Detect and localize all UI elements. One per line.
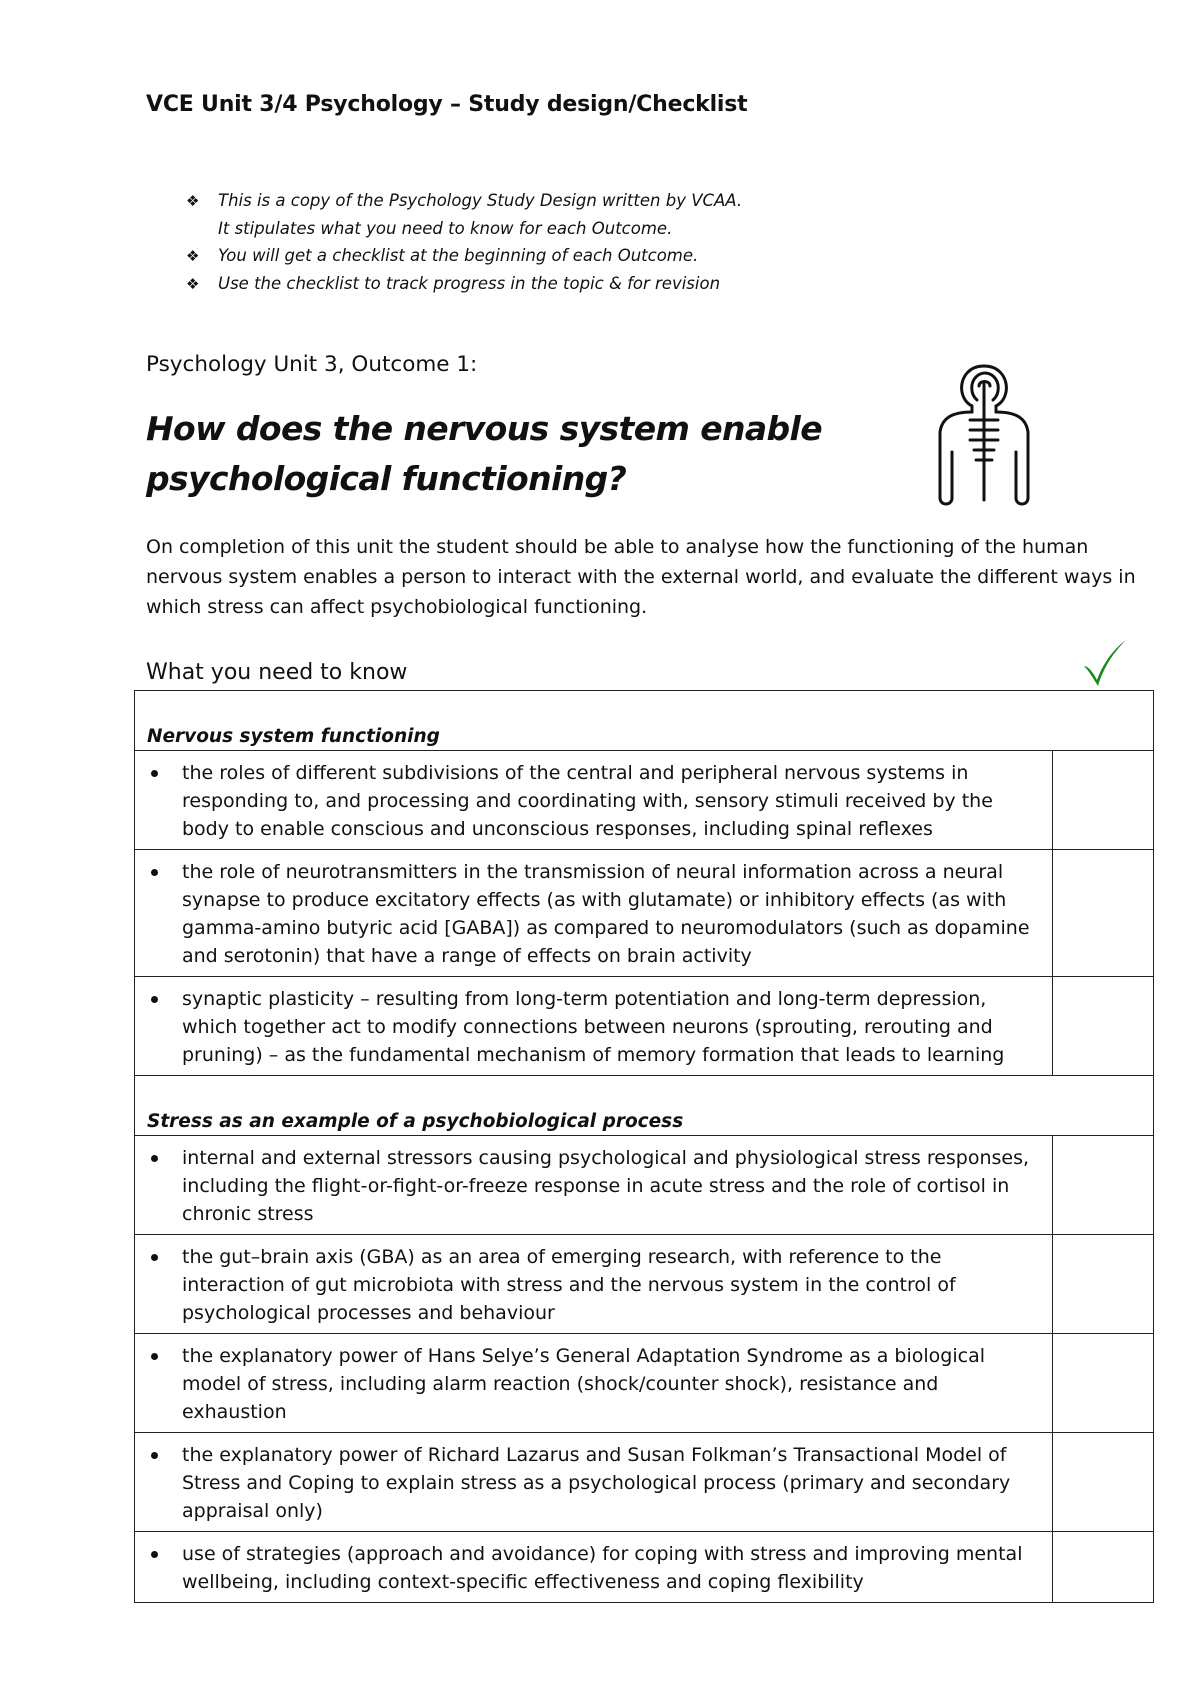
tick-box[interactable] bbox=[1053, 1235, 1154, 1334]
table-row bbox=[135, 977, 1154, 1076]
tick-box[interactable] bbox=[1053, 751, 1154, 850]
table-row bbox=[135, 751, 1154, 850]
bullet-icon bbox=[151, 1452, 158, 1459]
outcome-label: Psychology Unit 3, Outcome 1: bbox=[146, 352, 478, 377]
item-text: internal and external stressors causing psychological and physiological stress responses, including the flight-or-fight-or-freeze response in acute stress and the role of cortisol in chronic stress bbox=[182, 1147, 1030, 1225]
bullet-icon bbox=[151, 869, 158, 876]
checklist-table bbox=[134, 690, 1154, 1603]
diamond-bullet-icon: ❖ bbox=[186, 274, 200, 293]
note-item bbox=[186, 187, 886, 242]
note-item bbox=[186, 242, 886, 270]
checklist-item bbox=[135, 1136, 1053, 1235]
tick-box[interactable] bbox=[1053, 1136, 1154, 1235]
document-title: VCE Unit 3/4 Psychology – Study design/Checklist bbox=[146, 92, 748, 117]
section-title: Stress as an example of a psychobiological process bbox=[135, 1076, 1154, 1136]
checkmark-icon bbox=[1080, 636, 1130, 688]
section-title: Nervous system functioning bbox=[135, 691, 1154, 751]
tick-box[interactable] bbox=[1053, 850, 1154, 977]
checklist-item bbox=[135, 850, 1053, 977]
outcome-description: On completion of this unit the student should be able to analyse how the functioning of the human nervous system enables a person to interact with the external world, and evaluate the different ways in which stress can affect psychobiological functioning. bbox=[146, 536, 1136, 618]
item-text: use of strategies (approach and avoidance) for coping with stress and improving mental wellbeing, including context-specific effectiveness and coping flexibility bbox=[182, 1543, 1023, 1593]
bullet-icon bbox=[151, 1353, 158, 1360]
checklist-item bbox=[135, 1433, 1053, 1532]
tick-box[interactable] bbox=[1053, 1334, 1154, 1433]
human-nervous-system-icon bbox=[930, 360, 1040, 510]
checklist-item bbox=[135, 751, 1053, 850]
bullet-icon bbox=[151, 1254, 158, 1261]
note-line: You will get a checklist at the beginning of each Outcome. bbox=[218, 246, 699, 265]
tick-box[interactable] bbox=[1053, 977, 1154, 1076]
note-item bbox=[186, 270, 886, 298]
notes-list bbox=[186, 187, 886, 297]
checklist-item bbox=[135, 1235, 1053, 1334]
checklist-item bbox=[135, 1334, 1053, 1433]
checklist-heading: What you need to know bbox=[146, 660, 408, 685]
note-line: Use the checklist to track progress in the topic & for revision bbox=[218, 273, 721, 293]
diamond-bullet-icon: ❖ bbox=[186, 192, 200, 210]
table-row bbox=[135, 1334, 1154, 1433]
item-text: synaptic plasticity – resulting from long-term potentiation and long-term depression, which together act to modify connections between neurons (sprouting, rerouting and pruning) – as the fundamental mechanism of memory formation that leads to learning bbox=[182, 988, 1005, 1066]
table-row bbox=[135, 1235, 1154, 1334]
checklist-item bbox=[135, 977, 1053, 1076]
table-row bbox=[135, 850, 1154, 977]
outcome-question: How does the nervous system enable psychological functioning? bbox=[146, 409, 823, 498]
diamond-bullet-icon: ❖ bbox=[186, 247, 200, 265]
bullet-icon bbox=[151, 996, 158, 1003]
table-row bbox=[135, 1532, 1154, 1603]
item-text: the explanatory power of Hans Selye’s General Adaptation Syndrome as a biological model of stress, including alarm reaction (shock/counter shock), resistance and exhaustion bbox=[182, 1345, 986, 1423]
section-row bbox=[135, 691, 1154, 751]
tick-box[interactable] bbox=[1053, 1532, 1154, 1603]
bullet-icon bbox=[151, 770, 158, 777]
section-row bbox=[135, 1076, 1154, 1136]
bullet-icon bbox=[151, 1155, 158, 1162]
note-line: This is a copy of the Psychology Study Design written by VCAA. bbox=[218, 191, 743, 210]
checklist-item bbox=[135, 1532, 1053, 1603]
table-row bbox=[135, 1433, 1154, 1532]
table-row bbox=[135, 1136, 1154, 1235]
tick-box[interactable] bbox=[1053, 1433, 1154, 1532]
item-text: the explanatory power of Richard Lazarus and Susan Folkman’s Transactional Model of Stress and Coping to explain stress as a psychological process (primary and secondary appraisal only) bbox=[182, 1444, 1011, 1522]
item-text: the role of neurotransmitters in the transmission of neural information across a neural synapse to produce excitatory effects (as with glutamate) or inhibitory effects (as with gamma-amino butyric acid [GABA]) as compared to neuromodulators (such as dopamine and serotonin) that have a range of effects on brain activity bbox=[182, 861, 1030, 967]
item-text: the roles of different subdivisions of the central and peripheral nervous systems in responding to, and processing and coordinating with, sensory stimuli received by the body to enable conscious and unconscious responses, including spinal reflexes bbox=[182, 762, 993, 840]
item-text: the gut–brain axis (GBA) as an area of emerging research, with reference to the interaction of gut microbiota with stress and the nervous system in the control of psychological processes and behaviour bbox=[182, 1246, 956, 1324]
bullet-icon bbox=[151, 1551, 158, 1558]
note-line: It stipulates what you need to know for each Outcome. bbox=[218, 218, 673, 238]
